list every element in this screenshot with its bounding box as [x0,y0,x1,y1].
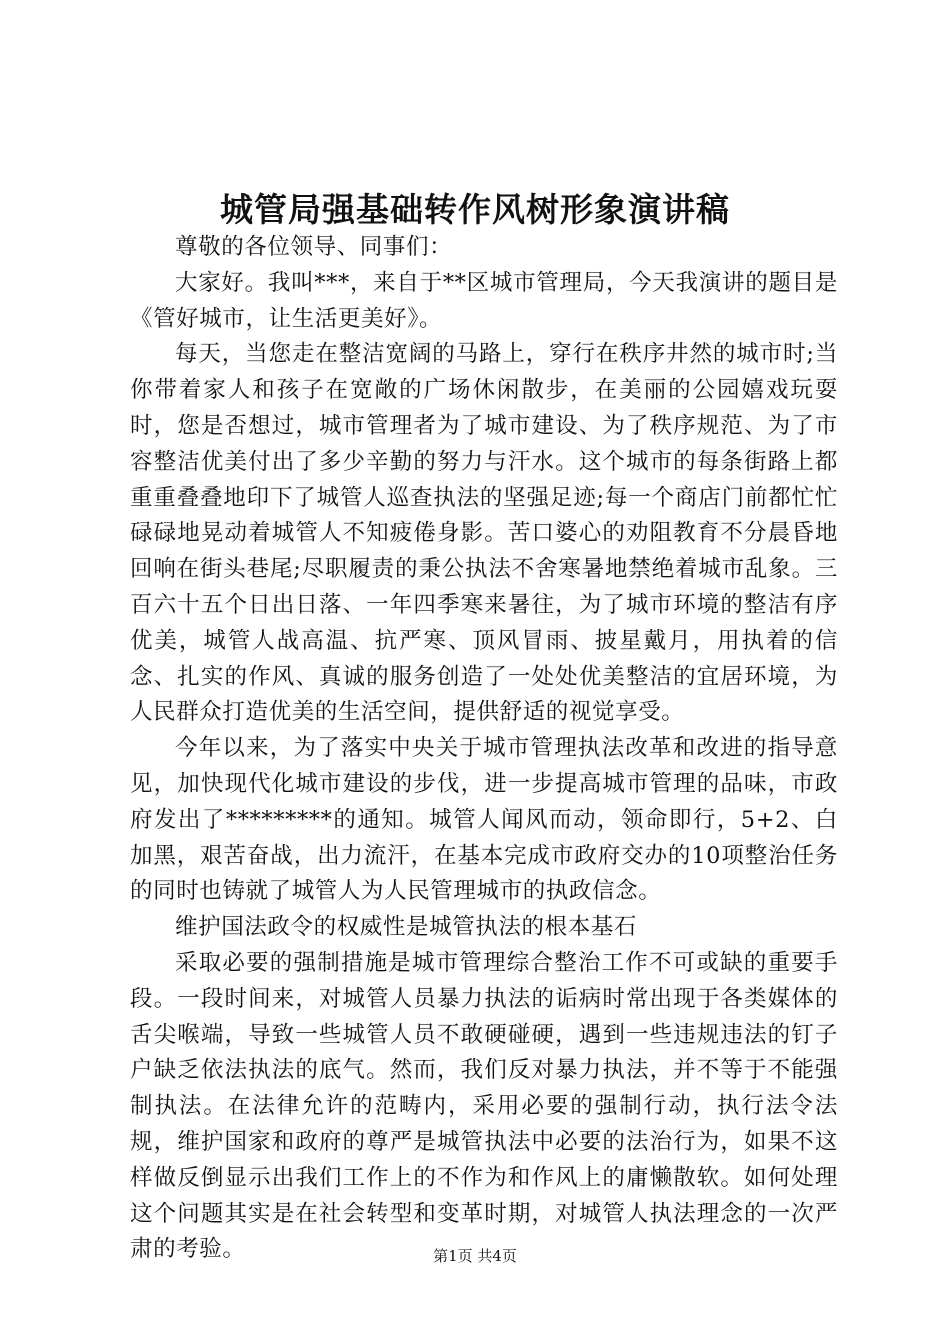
document-body [130,230,838,1268]
document-title: 城管局强基础转作风树形象演讲稿 [220,190,730,229]
enforcement-paragraph: 采取必要的强制措施是城市管理综合整治工作不可或缺的重要手段。一段时间来，对城管人员暴力执法的诟病时常出现于各类媒体的舌尖喉端，导致一些城管人员不敢硬碰硬，遇到一些违规违法的钉子户缺乏依法执法的底气。然而，我们反对暴力执法，并不等于不能强制执法。在法律允许的范畴内，采用必要的强制行动，执行法令法规，维护国家和政府的尊严是城管执法中必要的法治行为，如果不这样做反倒显示出我们工作上的不作为和作风上的庸懒散软。如何处理这个问题其实是在社会转型和变革时期，对城管人执法理念的一次严肃的考验。 [130,949,838,1263]
intro-paragraph: 大家好。我叫***，来自于**区城市管理局，今天我演讲的题目是《管好城市，让生活更美好》。 [130,269,838,332]
this-year-paragraph: 今年以来，为了落实中央关于城市管理执法改革和改进的指导意见，加快现代化城市建设的步伐，进一步提高城市管理的品味，市政府发出了*********的通知。城管人闻风而动，领命即行，5+2、白加黑，艰苦奋战，出力流汗，在基本完成市政府交办的10项整治任务的同时也铸就了城管人为人民管理城市的执政信念。 [130,735,838,905]
page-number-footer: 第1页 共4页 [433,1247,517,1265]
salutation-paragraph: 尊敬的各位领导、同事们： [175,234,453,260]
daily-work-paragraph: 每天，当您走在整洁宽阔的马路上，穿行在秩序井然的城市时;当你带着家人和孩子在宽敞的广场休闲散步，在美丽的公园嬉戏玩耍时，您是否想过，城市管理者为了城市建设、为了秩序规范、为了市容整洁优美付出了多少辛勤的努力与汗水。这个城市的每条街路上都重重叠叠地印下了城管人巡查执法的坚强足迹;每一个商店门前都忙忙碌碌地晃动着城管人不知疲倦身影。苦口婆心的劝阻教育不分晨昏地回响在街头巷尾;尽职履责的秉公执法不舍寒暑地禁绝着城市乱象。三百六十五个日出日落、一年四季寒来暑往，为了城市环境的整洁有序优美，城管人战高温、抗严寒、顶风冒雨、披星戴月，用执着的信念、扎实的作风、真诚的服务创造了一处处优美整洁的宜居环境，为人民群众打造优美的生活空间，提供舒适的视觉享受。 [130,341,838,726]
section-heading-paragraph: 维护国法政令的权威性是城管执法的根本基石 [175,914,638,941]
